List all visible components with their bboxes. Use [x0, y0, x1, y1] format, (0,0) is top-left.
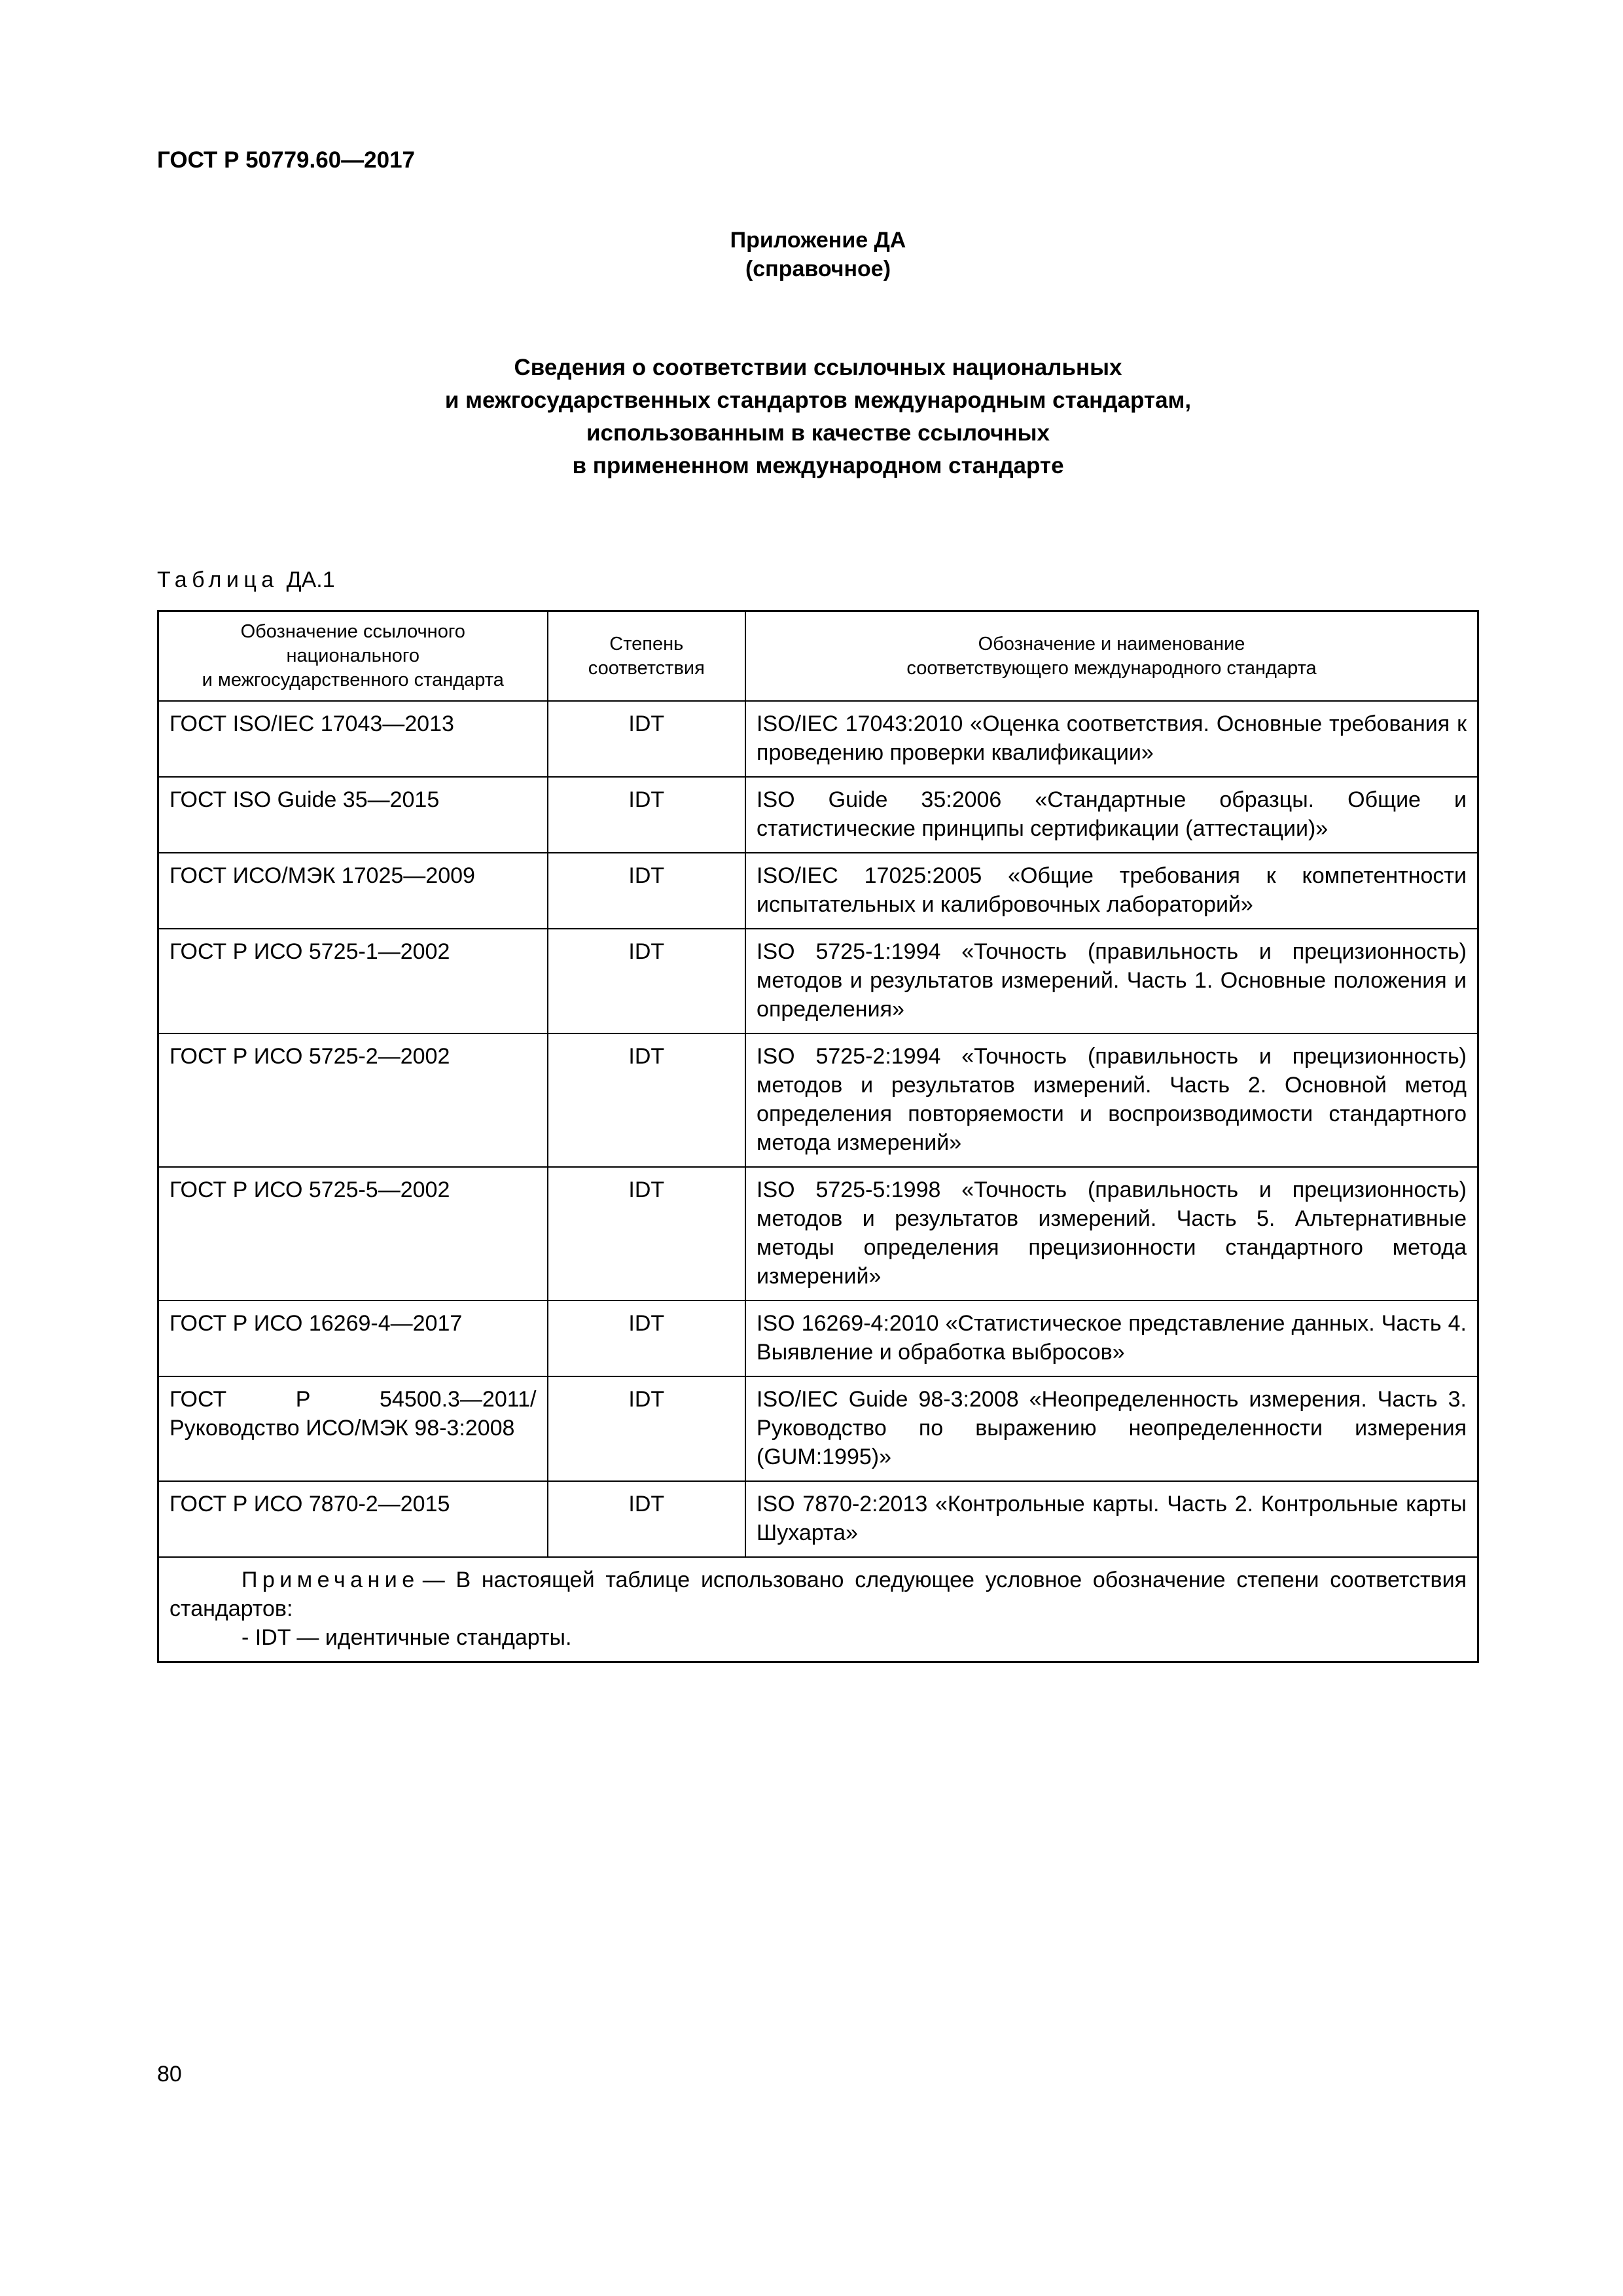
- cell-national-standard: ГОСТ ИСО/МЭК 17025—2009: [158, 853, 548, 929]
- cell-degree: IDT: [548, 929, 746, 1033]
- column-header-line: соответствия: [588, 657, 705, 679]
- title-line-3: использованным в качестве ссылочных: [586, 420, 1050, 446]
- cell-national-standard: ГОСТ Р ИСО 7870-2—2015: [158, 1481, 548, 1557]
- cell-international-standard: ISO/IEC 17025:2005 «Общие требования к компетентности испытательных и калибровочных лабораторий»: [745, 853, 1478, 929]
- note-item: - IDT — идентичные стандарты.: [241, 1625, 572, 1650]
- column-header-line: Обозначение и наименование: [978, 633, 1245, 655]
- cell-degree: IDT: [548, 1033, 746, 1167]
- cell-international-standard: ISO 5725-2:1994 «Точность (правильность и прецизионность) методов и результатов измерений. Часть 2. Основной метод определения повторяемости и воспроизводимости стандартного метода измерений»: [745, 1033, 1478, 1167]
- table-caption: [157, 567, 1479, 593]
- column-header-international-standard: [745, 611, 1478, 702]
- appendix-title: [157, 351, 1479, 482]
- cell-national-standard: ГОСТ Р ИСО 5725-2—2002: [158, 1033, 548, 1167]
- title-line-1: Сведения о соответствии ссылочных национальных: [514, 355, 1122, 380]
- cell-international-standard: ISO 16269-4:2010 «Статистическое представление данных. Часть 4. Выявление и обработка выбросов»: [745, 1300, 1478, 1376]
- table-note-cell: [158, 1557, 1478, 1662]
- table-caption-label: Таблица: [157, 567, 279, 592]
- table-row: [158, 1481, 1478, 1557]
- table-row: [158, 1300, 1478, 1376]
- cell-degree: IDT: [548, 1481, 746, 1557]
- table-row: [158, 1167, 1478, 1300]
- cell-degree: IDT: [548, 1376, 746, 1481]
- column-header-line: соответствующего международного стандарта: [906, 657, 1317, 679]
- table-row: [158, 777, 1478, 853]
- table-row: [158, 929, 1478, 1033]
- document-header: ГОСТ Р 50779.60—2017: [157, 147, 416, 173]
- cell-degree: IDT: [548, 777, 746, 853]
- column-header-line: национального: [286, 645, 419, 666]
- cell-international-standard: ISO/IEC 17043:2010 «Оценка соответствия. Основные требования к проведению проверки квалификации»: [745, 701, 1478, 777]
- table-row: [158, 1376, 1478, 1481]
- cell-national-standard: ГОСТ Р ИСО 5725-1—2002: [158, 929, 548, 1033]
- table-caption-number: ДА.1: [286, 567, 335, 592]
- cell-international-standard: ISO 5725-5:1998 «Точность (правильность и прецизионность) методов и результатов измерений. Часть 5. Альтернативные методы определения прецизионности стандартного метода измерений»: [745, 1167, 1478, 1300]
- column-header-line: и межгосударственного стандарта: [202, 670, 504, 691]
- title-line-2: и межгосударственных стандартов международным стандартам,: [444, 387, 1192, 413]
- cell-international-standard: ISO/IEC Guide 98-3:2008 «Неопределенность измерения. Часть 3. Руководство по выражению неопределенности измерения (GUM:1995)»: [745, 1376, 1478, 1481]
- column-header-line: Степень: [609, 633, 684, 655]
- note-label: Примечание: [241, 1568, 419, 1592]
- cell-national-standard: ГОСТ Р 54500.3—2011/ Руководство ИСО/МЭК 98-3:2008: [158, 1376, 548, 1481]
- page-number: 80: [157, 2062, 182, 2087]
- table-row: [158, 1033, 1478, 1167]
- cell-national-standard: ГОСТ ISO/IEC 17043—2013: [158, 701, 548, 777]
- table-note: [169, 1566, 1467, 1623]
- table-row: [158, 853, 1478, 929]
- table-body: [158, 701, 1478, 1662]
- column-header-degree: [548, 611, 746, 702]
- cell-international-standard: ISO 5725-1:1994 «Точность (правильность и прецизионность) методов и результатов измерений. Часть 1. Основные положения и определения»: [745, 929, 1478, 1033]
- cell-international-standard: ISO Guide 35:2006 «Стандартные образцы. Общие и статистические принципы сертификации (аттестации)»: [745, 777, 1478, 853]
- page-content: [157, 147, 1479, 1663]
- cell-degree: IDT: [548, 1167, 746, 1300]
- appendix-label: Приложение ДА: [730, 228, 906, 253]
- title-line-4: в примененном международном стандарте: [572, 453, 1064, 478]
- cell-international-standard: ISO 7870-2:2013 «Контрольные карты. Часть 2. Контрольные карты Шухарта»: [745, 1481, 1478, 1557]
- table-note-row: [158, 1557, 1478, 1662]
- table-header: [158, 611, 1478, 702]
- cell-national-standard: ГОСТ ISO Guide 35—2015: [158, 777, 548, 853]
- cell-degree: IDT: [548, 701, 746, 777]
- cell-national-standard: ГОСТ Р ИСО 16269-4—2017: [158, 1300, 548, 1376]
- table-row: [158, 701, 1478, 777]
- cell-degree: IDT: [548, 1300, 746, 1376]
- cell-national-standard: ГОСТ Р ИСО 5725-5—2002: [158, 1167, 548, 1300]
- correspondence-table: [157, 610, 1479, 1663]
- column-header-national-standard: [158, 611, 548, 702]
- table-header-row: [158, 611, 1478, 702]
- column-header-line: Обозначение ссылочного: [240, 621, 465, 642]
- note-text: — В настоящей таблице использовано следующее условное обозначение степени соответствия стандартов:: [169, 1568, 1467, 1621]
- appendix-type: (справочное): [745, 257, 891, 281]
- cell-degree: IDT: [548, 853, 746, 929]
